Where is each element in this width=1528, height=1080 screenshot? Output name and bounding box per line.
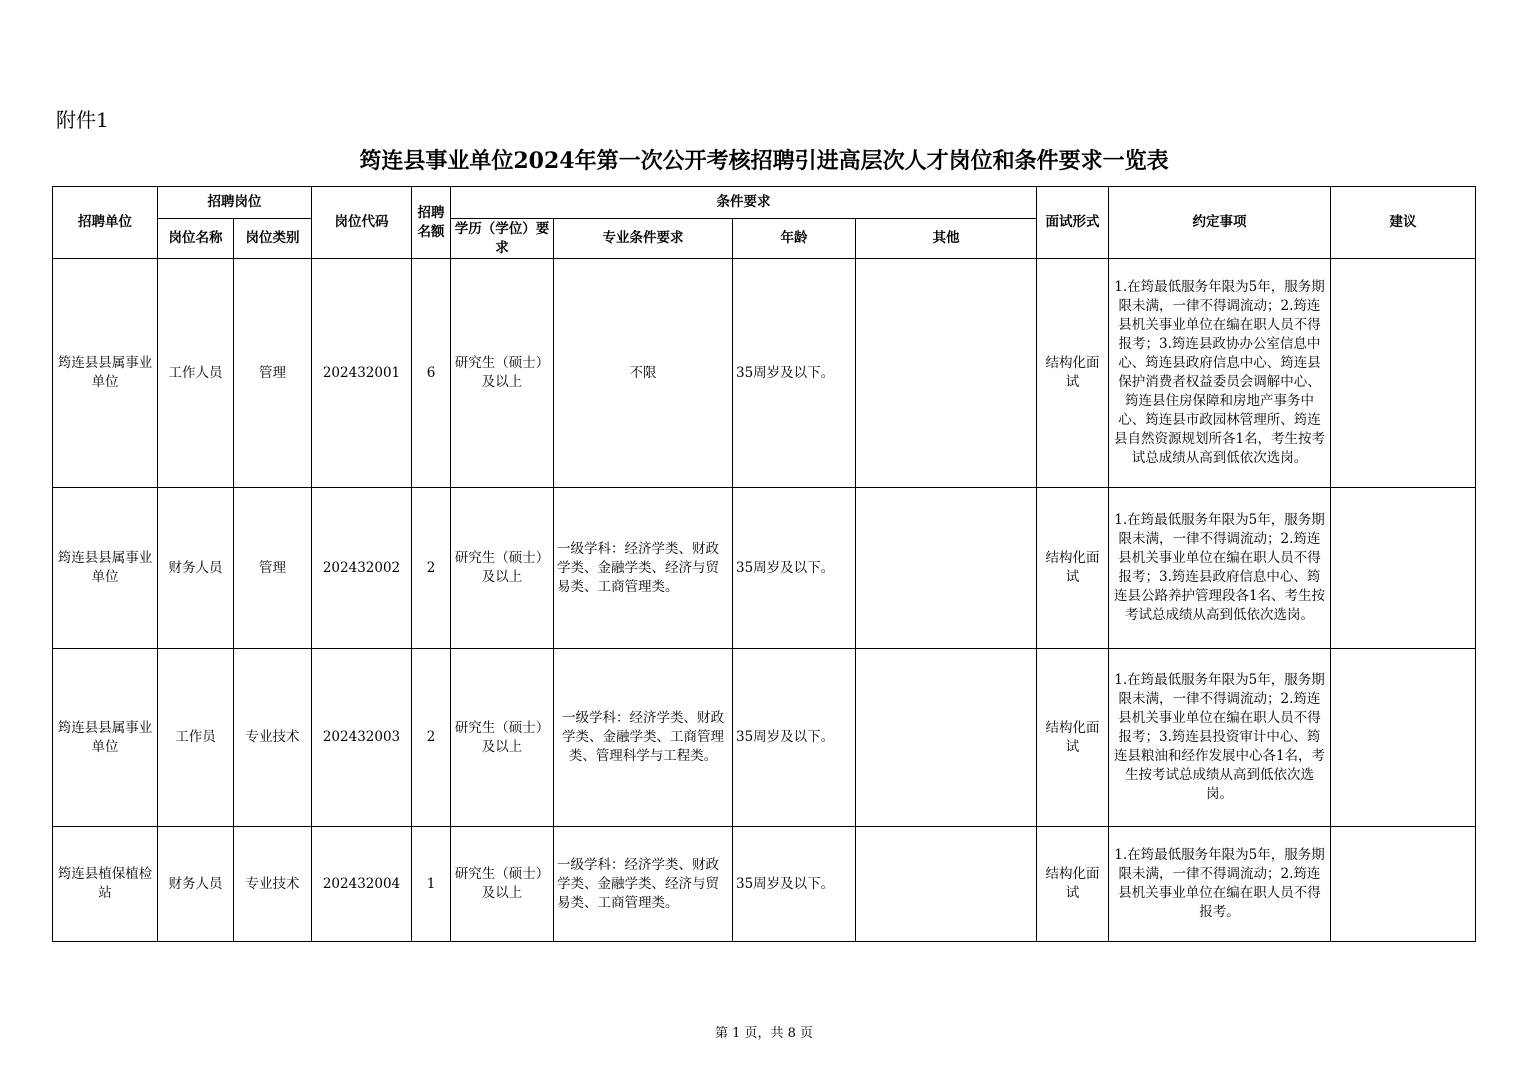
cell-code: 202432002 [312, 488, 412, 649]
cell-unit: 筠连县县属事业单位 [53, 259, 158, 488]
cell-agreement: 1.在筠最低服务年限为5年，服务期限未满，一律不得调流动；2.筠连县机关事业单位在编在职人员不得报考；3.筠连县投资审计中心、筠连县粮油和经作发展中心各1名，考生按考试总成绩从高到低依次选岗。 [1109, 649, 1331, 827]
cell-age: 35周岁及以下。 [733, 649, 856, 827]
cell-unit: 筠连县植保植检站 [53, 827, 158, 942]
header-major: 专业条件要求 [554, 219, 733, 259]
header-conditions: 条件要求 [451, 187, 1037, 219]
cell-major: 一级学科：经济学类、财政学类、金融学类、工商管理类、管理科学与工程类。 [554, 649, 733, 827]
header-position-name: 岗位名称 [158, 219, 234, 259]
cell-interview: 结构化面试 [1037, 488, 1109, 649]
cell-position-type: 专业技术 [234, 649, 312, 827]
cell-agreement: 1.在筠最低服务年限为5年，服务期限未满，一律不得调流动；2.筠连县机关事业单位在编在职人员不得报考。 [1109, 827, 1331, 942]
cell-major: 一级学科：经济学类、财政学类、金融学类、经济与贸易类、工商管理类。 [554, 488, 733, 649]
cell-quota: 2 [412, 649, 451, 827]
header-other: 其他 [856, 219, 1037, 259]
cell-code: 202432001 [312, 259, 412, 488]
cell-suggestion [1331, 827, 1476, 942]
cell-education: 研究生（硕士）及以上 [451, 488, 554, 649]
attachment-label: 附件1 [56, 108, 109, 132]
header-agreement: 约定事项 [1109, 187, 1331, 259]
cell-interview: 结构化面试 [1037, 827, 1109, 942]
cell-suggestion [1331, 488, 1476, 649]
cell-position-name: 财务人员 [158, 827, 234, 942]
cell-agreement: 1.在筠最低服务年限为5年，服务期限未满，一律不得调流动；2.筠连县机关事业单位在编在职人员不得报考；3.筠连县政协办公室信息中心、筠连县政府信息中心、筠连县保护消费者权益委员会调解中心、筠连县住房保障和房地产事务中心、筠连县市政园林管理所、筠连县自然资源规划所各1名，考生按考试总成绩从高到低依次选岗。 [1109, 259, 1331, 488]
table-row [53, 488, 1476, 649]
header-suggestion: 建议 [1331, 187, 1476, 259]
header-age: 年龄 [733, 219, 856, 259]
cell-interview: 结构化面试 [1037, 649, 1109, 827]
cell-age: 35周岁及以下。 [733, 259, 856, 488]
recruitment-table [52, 186, 1476, 942]
header-interview: 面试形式 [1037, 187, 1109, 259]
table-row [53, 827, 1476, 942]
table-row [53, 259, 1476, 488]
header-education: 学历（学位）要求 [451, 219, 554, 259]
cell-quota: 6 [412, 259, 451, 488]
header-unit: 招聘单位 [53, 187, 158, 259]
cell-education: 研究生（硕士）及以上 [451, 827, 554, 942]
cell-unit: 筠连县县属事业单位 [53, 649, 158, 827]
document-title: 筠连县事业单位2024年第一次公开考核招聘引进高层次人才岗位和条件要求一览表 [359, 148, 1169, 174]
cell-major: 一级学科：经济学类、财政学类、金融学类、经济与贸易类、工商管理类。 [554, 827, 733, 942]
cell-suggestion [1331, 649, 1476, 827]
cell-code: 202432004 [312, 827, 412, 942]
cell-unit: 筠连县县属事业单位 [53, 488, 158, 649]
cell-position-name: 工作员 [158, 649, 234, 827]
cell-agreement: 1.在筠最低服务年限为5年，服务期限未满，一律不得调流动；2.筠连县机关事业单位在编在职人员不得报考；3.筠连县政府信息中心、筠连县公路养护管理段各1名、考生按考试总成绩从高到低依次选岗。 [1109, 488, 1331, 649]
cell-other [856, 649, 1037, 827]
header-position-group: 招聘岗位 [158, 187, 312, 219]
cell-major: 不限 [554, 259, 733, 488]
cell-position-type: 专业技术 [234, 827, 312, 942]
cell-quota: 2 [412, 488, 451, 649]
cell-interview: 结构化面试 [1037, 259, 1109, 488]
header-code: 岗位代码 [312, 187, 412, 259]
header-position-type: 岗位类别 [234, 219, 312, 259]
page-footer: 第 1 页，共 8 页 [714, 1026, 814, 1041]
cell-quota: 1 [412, 827, 451, 942]
cell-education: 研究生（硕士）及以上 [451, 259, 554, 488]
cell-code: 202432003 [312, 649, 412, 827]
cell-other [856, 259, 1037, 488]
cell-position-name: 财务人员 [158, 488, 234, 649]
cell-position-type: 管理 [234, 488, 312, 649]
cell-other [856, 488, 1037, 649]
cell-position-type: 管理 [234, 259, 312, 488]
cell-position-name: 工作人员 [158, 259, 234, 488]
cell-other [856, 827, 1037, 942]
header-quota: 招聘名额 [412, 187, 451, 259]
cell-suggestion [1331, 259, 1476, 488]
cell-age: 35周岁及以下。 [733, 488, 856, 649]
cell-age: 35周岁及以下。 [733, 827, 856, 942]
table-row [53, 649, 1476, 827]
cell-education: 研究生（硕士）及以上 [451, 649, 554, 827]
